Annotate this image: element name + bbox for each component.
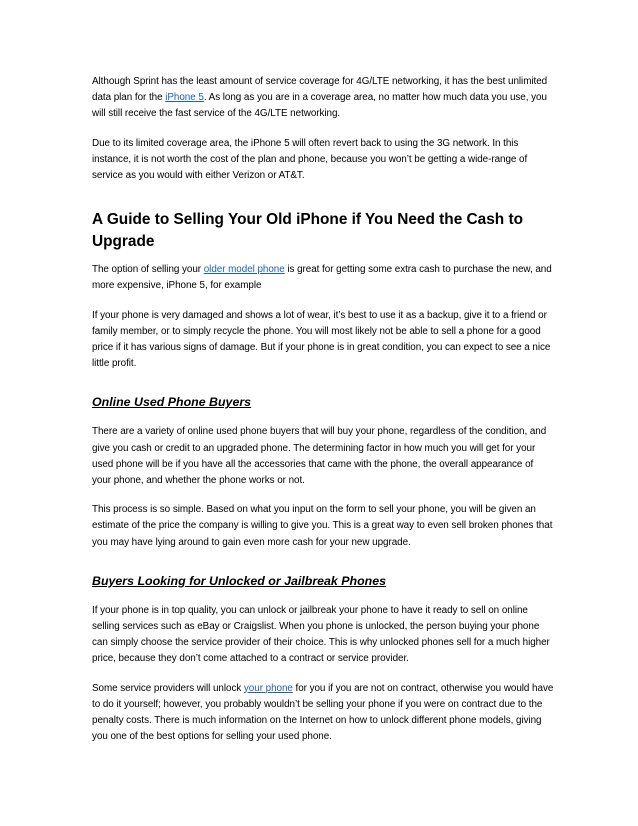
paragraph-top-quality: If your phone is in top quality, you can unlock or jailbreak your phone to have it ready to sell on online selling services such as eBay or Craigslist. When you phone is unlocked, the person buying your phone can simply choose the service provider of their choice. This is why unlocked phones sell for a much higher price, because they don’t come attached to a contract or service provider.	[92, 604, 550, 665]
paragraph-simple-process: This process is so simple. Based on what you input on the form to sell your phone, you will be given an estimate of the price the company is willing to give you. This is a great way to even sell broken phones that you may have lying around to gain even more cash for your new upgrade.	[92, 504, 553, 548]
paragraph-damaged-phone: If your phone is very damaged and shows a lot of wear, it’s best to use it as a backup, give it to a friend or family member, or to simply recycle the phone. You will most likely not be able to sell a phone for a good price if it has various signs of damage. But if your phone is in great condition, you can expect to see a nice little profit.	[92, 309, 551, 370]
paragraph-text: is great for getting some extra cash to purchase the new, and more expensive, iPhone 5, for example	[92, 264, 552, 292]
paragraph-text: Although Sprint has the least amount of service coverage for 4G/LTE networking, it has the best unlimited data plan for the	[92, 76, 548, 104]
heading-unlocked-buyers: Buyers Looking for Unlocked or Jailbreak Phones	[92, 573, 387, 588]
paragraph-text: Some service providers will unlock	[92, 682, 244, 694]
paragraph-text: The option of selling your	[92, 264, 204, 276]
heading-selling-guide: A Guide to Selling Your Old iPhone if You Need the Cash to Upgrade	[92, 211, 523, 251]
your-phone-link[interactable]: your phone	[243, 682, 293, 694]
paragraph-sprint-coverage	[92, 74, 554, 123]
paragraph-service-providers	[92, 681, 554, 746]
older-model-phone-link[interactable]: older model phone	[203, 264, 285, 276]
paragraph-text: for you if you are not on contract, otherwise you would have to do it yourself; however, you probably wouldn’t be selling your phone if you were on contract due to the penalty costs. There is much information on the Internet on how to unlock different phone models, giving you one of the best options for selling your used phone.	[92, 682, 554, 743]
paragraph-3g-network: Due to its limited coverage area, the iPhone 5 will often revert back to using the 3G network. In this instance, it is not worth the cost of the plan and phone, because you won’t be getting a wide-range of service as you would with either Verizon or AT&T.	[92, 137, 528, 182]
paragraph-online-buyers: There are a variety of online used phone buyers that will buy your phone, regardless of the condition, and give you cash or credit to an upgraded phone. The determining factor in how much you will get for your used phone will be if you have all the accessories that came with the phone, the overall appearance of your phone, and whether the phone works or not.	[92, 426, 547, 487]
paragraph-text: . As long as you are in a coverage area, no matter how much data you use, you will still receive the fast service of the 4G/LTE networking.	[92, 92, 547, 120]
paragraph-selling-option	[92, 262, 554, 294]
heading-online-buyers: Online Used Phone Buyers	[92, 395, 252, 410]
iphone-5-link[interactable]: iPhone 5	[165, 92, 204, 104]
article-body	[92, 74, 554, 758]
